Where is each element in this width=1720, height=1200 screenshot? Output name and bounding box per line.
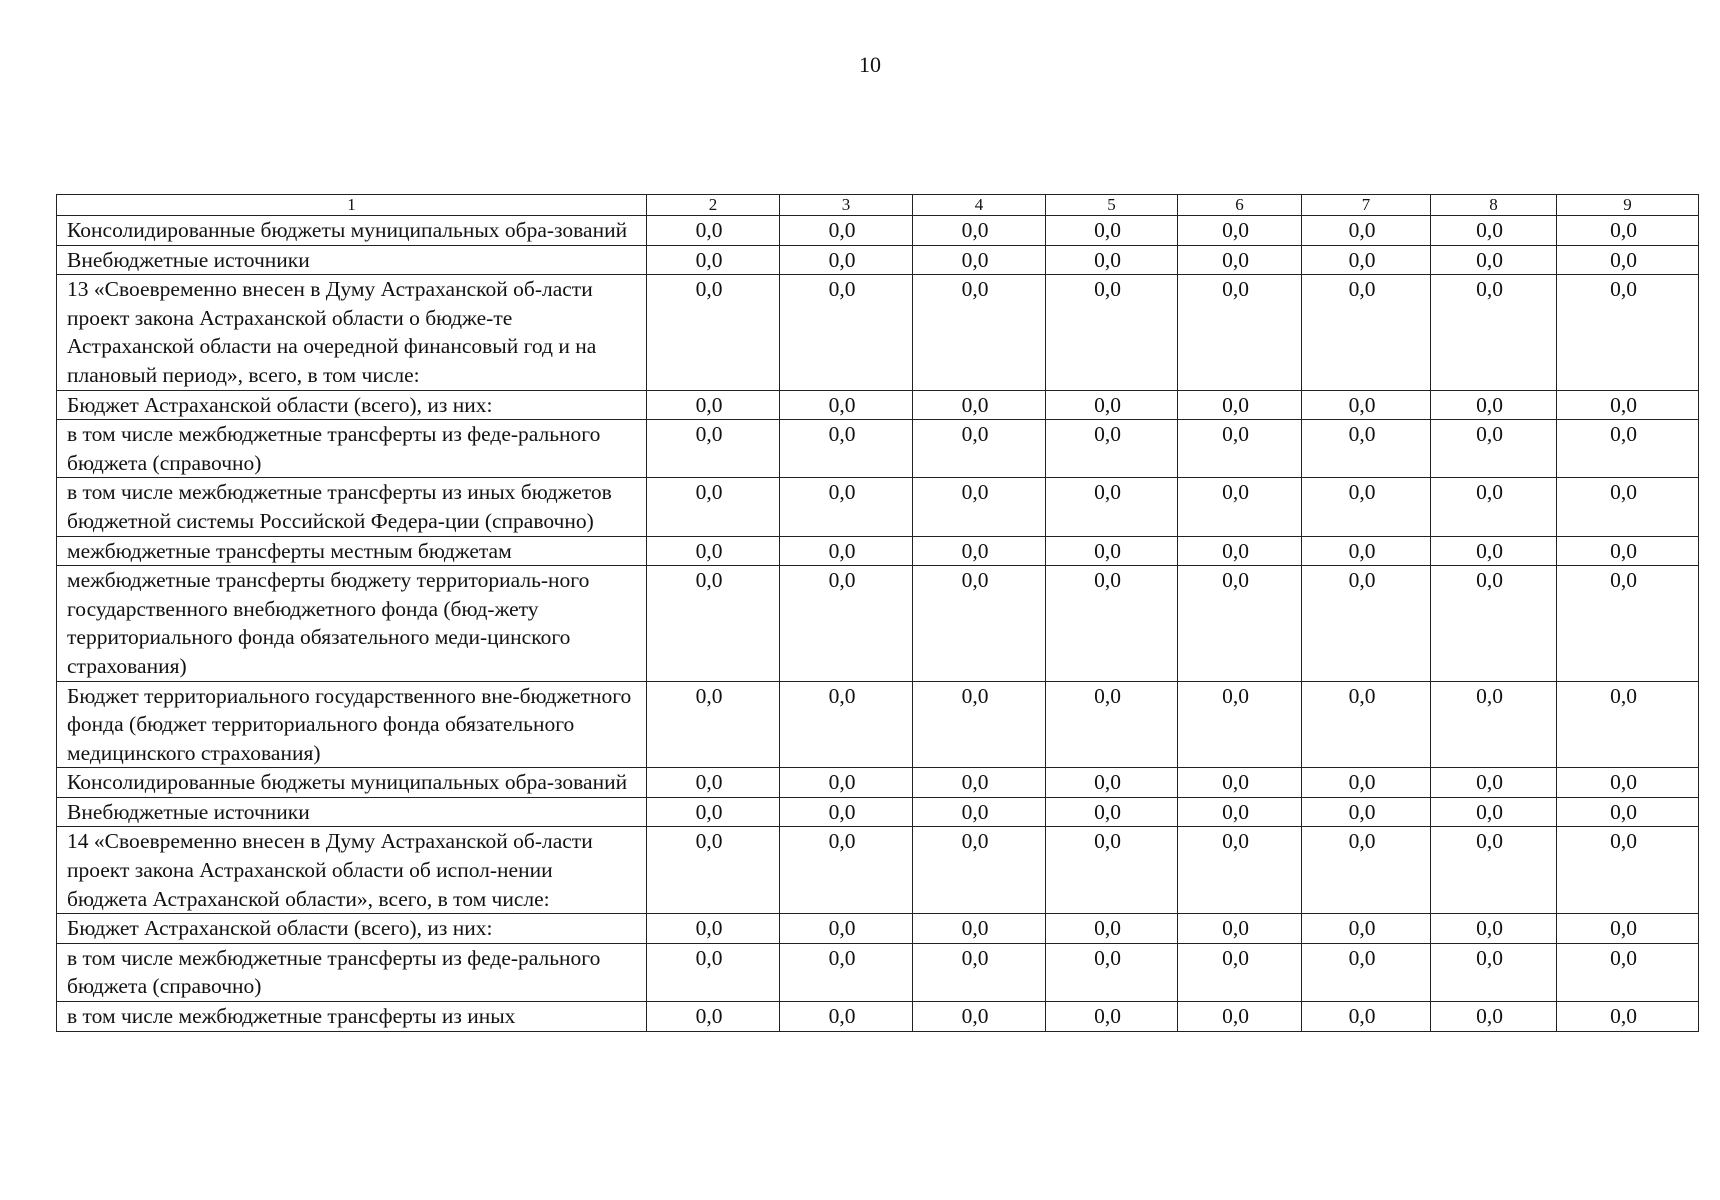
value-cell: 0,0 (780, 797, 913, 827)
row-label: Консолидированные бюджеты муниципальных обра-зований (57, 216, 647, 246)
row-label: 14 «Своевременно внесен в Думу Астраханской об-ласти проект закона Астраханской области об испол-нении бюджета Астраханской области», всего, в том числе: (57, 827, 647, 914)
value-cell: 0,0 (780, 914, 913, 944)
value-cell: 0,0 (1302, 275, 1431, 390)
value-cell: 0,0 (1178, 681, 1302, 768)
value-cell: 0,0 (1557, 943, 1699, 1001)
value-cell: 0,0 (1046, 797, 1178, 827)
value-cell: 0,0 (1178, 390, 1302, 420)
table-row (57, 566, 1699, 681)
value-cell: 0,0 (913, 478, 1046, 536)
value-cell: 0,0 (1046, 478, 1178, 536)
value-cell: 0,0 (647, 681, 780, 768)
value-cell: 0,0 (1431, 914, 1557, 944)
value-cell: 0,0 (1046, 827, 1178, 914)
row-label: 13 «Своевременно внесен в Думу Астраханской об-ласти проект закона Астраханской области о бюдже-те Астраханской области на очередной финансовый год и на плановый период», всего, в том числе: (57, 275, 647, 390)
value-cell: 0,0 (1046, 390, 1178, 420)
value-cell: 0,0 (1431, 797, 1557, 827)
table-row (57, 216, 1699, 246)
value-cell: 0,0 (913, 943, 1046, 1001)
row-label: Консолидированные бюджеты муниципальных обра-зований (57, 768, 647, 798)
row-label: в том числе межбюджетные трансферты из иных бюджетов бюджетной системы Российской Федера-ции (справочно) (57, 478, 647, 536)
table-row (57, 768, 1699, 798)
value-cell: 0,0 (1046, 768, 1178, 798)
column-header: 6 (1178, 195, 1302, 216)
value-cell: 0,0 (1302, 390, 1431, 420)
value-cell: 0,0 (1302, 216, 1431, 246)
value-cell: 0,0 (1178, 797, 1302, 827)
row-label: Бюджет территориального государственного вне-бюджетного фонда (бюджет территориального фонда обязательного медицинского страхования) (57, 681, 647, 768)
value-cell: 0,0 (647, 1002, 780, 1032)
value-cell: 0,0 (1431, 245, 1557, 275)
value-cell: 0,0 (1302, 681, 1431, 768)
row-label: межбюджетные трансферты местным бюджетам (57, 536, 647, 566)
value-cell: 0,0 (1046, 536, 1178, 566)
row-label: Внебюджетные источники (57, 797, 647, 827)
value-cell: 0,0 (1178, 943, 1302, 1001)
value-cell: 0,0 (1046, 566, 1178, 681)
value-cell: 0,0 (647, 390, 780, 420)
column-header: 9 (1557, 195, 1699, 216)
table-row (57, 681, 1699, 768)
value-cell: 0,0 (647, 943, 780, 1001)
value-cell: 0,0 (1302, 797, 1431, 827)
value-cell: 0,0 (1046, 216, 1178, 246)
value-cell: 0,0 (1302, 768, 1431, 798)
column-header: 8 (1431, 195, 1557, 216)
value-cell: 0,0 (1557, 566, 1699, 681)
value-cell: 0,0 (647, 216, 780, 246)
value-cell: 0,0 (913, 1002, 1046, 1032)
value-cell: 0,0 (1178, 216, 1302, 246)
value-cell: 0,0 (1178, 478, 1302, 536)
column-header: 5 (1046, 195, 1178, 216)
row-label: Внебюджетные источники (57, 245, 647, 275)
table-body (57, 195, 1699, 1032)
value-cell: 0,0 (647, 420, 780, 478)
value-cell: 0,0 (1178, 420, 1302, 478)
value-cell: 0,0 (780, 827, 913, 914)
value-cell: 0,0 (780, 943, 913, 1001)
value-cell: 0,0 (1557, 390, 1699, 420)
value-cell: 0,0 (1046, 681, 1178, 768)
value-cell: 0,0 (913, 827, 1046, 914)
value-cell: 0,0 (1431, 390, 1557, 420)
value-cell: 0,0 (913, 681, 1046, 768)
value-cell: 0,0 (647, 768, 780, 798)
value-cell: 0,0 (1431, 275, 1557, 390)
value-cell: 0,0 (1302, 478, 1431, 536)
value-cell: 0,0 (1302, 914, 1431, 944)
row-label: межбюджетные трансферты бюджету территориаль-ного государственного внебюджетного фонда (бюд-жету территориального фонда обязательного меди-цинского страхования) (57, 566, 647, 681)
row-label: в том числе межбюджетные трансферты из феде-рального бюджета (справочно) (57, 420, 647, 478)
value-cell: 0,0 (647, 797, 780, 827)
value-cell: 0,0 (1178, 827, 1302, 914)
table-row (57, 420, 1699, 478)
value-cell: 0,0 (780, 216, 913, 246)
value-cell: 0,0 (1557, 216, 1699, 246)
value-cell: 0,0 (1557, 681, 1699, 768)
value-cell: 0,0 (1431, 536, 1557, 566)
value-cell: 0,0 (1431, 478, 1557, 536)
value-cell: 0,0 (780, 390, 913, 420)
value-cell: 0,0 (1431, 943, 1557, 1001)
value-cell: 0,0 (1557, 245, 1699, 275)
column-header: 4 (913, 195, 1046, 216)
table-row (57, 536, 1699, 566)
value-cell: 0,0 (1557, 914, 1699, 944)
value-cell: 0,0 (647, 536, 780, 566)
value-cell: 0,0 (647, 566, 780, 681)
table-row (57, 478, 1699, 536)
value-cell: 0,0 (1178, 245, 1302, 275)
value-cell: 0,0 (1046, 420, 1178, 478)
column-header: 7 (1302, 195, 1431, 216)
value-cell: 0,0 (913, 245, 1046, 275)
value-cell: 0,0 (1046, 275, 1178, 390)
value-cell: 0,0 (1178, 275, 1302, 390)
value-cell: 0,0 (1046, 245, 1178, 275)
value-cell: 0,0 (1178, 914, 1302, 944)
value-cell: 0,0 (1431, 768, 1557, 798)
value-cell: 0,0 (647, 478, 780, 536)
value-cell: 0,0 (913, 216, 1046, 246)
value-cell: 0,0 (1431, 827, 1557, 914)
value-cell: 0,0 (1557, 275, 1699, 390)
value-cell: 0,0 (1178, 566, 1302, 681)
row-label: в том числе межбюджетные трансферты из феде-рального бюджета (справочно) (57, 943, 647, 1001)
value-cell: 0,0 (1302, 245, 1431, 275)
value-cell: 0,0 (780, 536, 913, 566)
row-label: Бюджет Астраханской области (всего), из них: (57, 390, 647, 420)
budget-table (56, 194, 1699, 1032)
column-header: 3 (780, 195, 913, 216)
row-label: в том числе межбюджетные трансферты из иных (57, 1002, 647, 1032)
value-cell: 0,0 (1557, 536, 1699, 566)
value-cell: 0,0 (913, 275, 1046, 390)
value-cell: 0,0 (1557, 768, 1699, 798)
table-row (57, 1002, 1699, 1032)
table-row (57, 245, 1699, 275)
value-cell: 0,0 (1557, 1002, 1699, 1032)
value-cell: 0,0 (780, 245, 913, 275)
value-cell: 0,0 (1046, 914, 1178, 944)
value-cell: 0,0 (1046, 1002, 1178, 1032)
table-row (57, 390, 1699, 420)
value-cell: 0,0 (1557, 420, 1699, 478)
value-cell: 0,0 (913, 914, 1046, 944)
value-cell: 0,0 (780, 478, 913, 536)
value-cell: 0,0 (1557, 797, 1699, 827)
value-cell: 0,0 (647, 914, 780, 944)
value-cell: 0,0 (913, 420, 1046, 478)
value-cell: 0,0 (1431, 216, 1557, 246)
table-row (57, 275, 1699, 390)
value-cell: 0,0 (1178, 536, 1302, 566)
value-cell: 0,0 (1302, 827, 1431, 914)
value-cell: 0,0 (913, 536, 1046, 566)
value-cell: 0,0 (780, 768, 913, 798)
value-cell: 0,0 (647, 275, 780, 390)
column-header: 2 (647, 195, 780, 216)
value-cell: 0,0 (780, 681, 913, 768)
value-cell: 0,0 (1178, 1002, 1302, 1032)
table-row (57, 827, 1699, 914)
table-row (57, 914, 1699, 944)
value-cell: 0,0 (780, 420, 913, 478)
value-cell: 0,0 (1302, 566, 1431, 681)
value-cell: 0,0 (1302, 943, 1431, 1001)
value-cell: 0,0 (780, 566, 913, 681)
column-header: 1 (57, 195, 647, 216)
value-cell: 0,0 (1431, 566, 1557, 681)
table-row (57, 943, 1699, 1001)
row-label: Бюджет Астраханской области (всего), из них: (57, 914, 647, 944)
value-cell: 0,0 (1431, 1002, 1557, 1032)
table-row (57, 797, 1699, 827)
value-cell: 0,0 (1431, 420, 1557, 478)
value-cell: 0,0 (780, 275, 913, 390)
value-cell: 0,0 (647, 245, 780, 275)
value-cell: 0,0 (1431, 681, 1557, 768)
value-cell: 0,0 (1302, 1002, 1431, 1032)
value-cell: 0,0 (1178, 768, 1302, 798)
value-cell: 0,0 (1302, 420, 1431, 478)
value-cell: 0,0 (913, 797, 1046, 827)
value-cell: 0,0 (1557, 478, 1699, 536)
value-cell: 0,0 (647, 827, 780, 914)
value-cell: 0,0 (913, 768, 1046, 798)
value-cell: 0,0 (1302, 536, 1431, 566)
page-number: 10 (859, 52, 881, 77)
value-cell: 0,0 (1046, 943, 1178, 1001)
column-number-row (57, 195, 1699, 216)
value-cell: 0,0 (1557, 827, 1699, 914)
value-cell: 0,0 (913, 566, 1046, 681)
value-cell: 0,0 (780, 1002, 913, 1032)
value-cell: 0,0 (913, 390, 1046, 420)
